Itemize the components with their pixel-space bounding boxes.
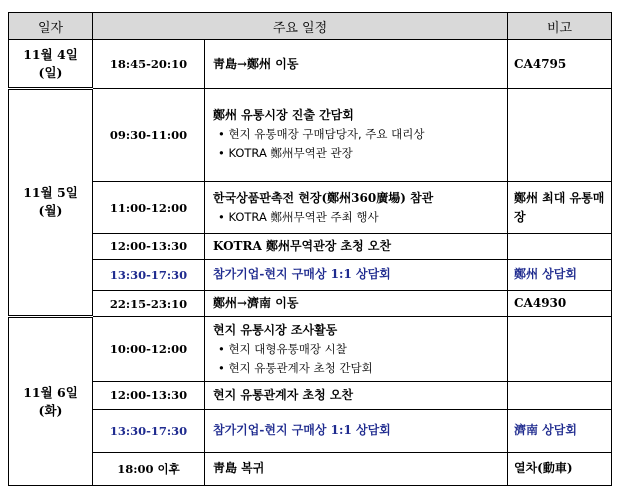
schedule-title: 현지 유통시장 조사활동	[213, 322, 338, 337]
date-label: 11월 4일	[23, 46, 78, 62]
table-row	[9, 234, 612, 259]
table-row	[9, 410, 612, 452]
header-note: 비고	[508, 13, 612, 40]
schedule-title: 鄭州→濟南 이동	[213, 296, 299, 311]
schedule-cell	[205, 452, 508, 485]
schedule-table	[8, 12, 612, 486]
time-cell: 18:00 이후	[93, 452, 205, 485]
time-cell: 12:00-13:30	[93, 381, 205, 409]
weekday-label: (일)	[38, 64, 63, 80]
table-row	[9, 317, 612, 382]
table-row	[9, 290, 612, 316]
note-cell: 鄭州 상담회	[508, 259, 612, 290]
header-date: 일자	[9, 13, 93, 40]
note-cell	[508, 317, 612, 382]
schedule-title: 鄭州 유통시장 진출 간담회	[213, 108, 354, 123]
note-cell	[508, 88, 612, 181]
schedule-cell	[205, 234, 508, 259]
table-row	[9, 452, 612, 485]
note-cell: 열차(動車)	[508, 452, 612, 485]
schedule-title: 참가기업-현지 구매상 1:1 상담회	[213, 267, 391, 282]
header-schedule: 주요 일정	[93, 13, 508, 40]
time-cell: 13:30-17:30	[93, 410, 205, 452]
schedule-detail: • 현지 대형유통매장 시찰	[218, 341, 347, 356]
table-row	[9, 181, 612, 234]
schedule-cell	[205, 181, 508, 234]
time-cell: 12:00-13:30	[93, 234, 205, 259]
date-cell	[9, 88, 93, 316]
schedule-cell	[205, 317, 508, 382]
schedule-title: KOTRA 鄭州무역관장 초청 오찬	[213, 238, 392, 253]
schedule-cell	[205, 259, 508, 290]
date-label: 11월 5일	[23, 185, 78, 201]
time-cell: 09:30-11:00	[93, 88, 205, 181]
note-cell	[508, 234, 612, 259]
note-cell	[508, 381, 612, 409]
time-cell: 11:00-12:00	[93, 181, 205, 234]
schedule-detail: • KOTRA 鄭州무역관 관장	[218, 146, 353, 161]
schedule-cell	[205, 410, 508, 452]
date-cell	[9, 40, 93, 89]
time-cell: 18:45-20:10	[93, 40, 205, 89]
table-row	[9, 88, 612, 181]
schedule-detail: • 현지 유통관계자 초청 간담회	[218, 360, 373, 375]
table-row	[9, 381, 612, 409]
schedule-title: 한국상품판촉전 현장(鄭州360廣場) 참관	[213, 190, 434, 205]
header-row	[9, 13, 612, 40]
note-cell: 鄭州 최대 유통매장	[508, 181, 612, 234]
date-cell	[9, 317, 93, 486]
date-label: 11월 6일	[23, 384, 78, 400]
weekday-label: (화)	[38, 402, 63, 418]
schedule-title: 靑島 복귀	[213, 461, 265, 476]
table-row	[9, 259, 612, 290]
schedule-title: 참가기업-현지 구매상 1:1 상담회	[213, 423, 391, 438]
table-row	[9, 40, 612, 89]
schedule-detail: • 현지 유통매장 구매담당자, 주요 대리상	[218, 127, 425, 142]
time-cell: 22:15-23:10	[93, 290, 205, 316]
note-cell: 濟南 상담회	[508, 410, 612, 452]
time-cell: 13:30-17:30	[93, 259, 205, 290]
weekday-label: (월)	[38, 203, 63, 219]
schedule-detail: • KOTRA 鄭州무역관 주최 행사	[218, 209, 379, 224]
note-cell: CA4930	[508, 290, 612, 316]
schedule-title: 현지 유통관계자 초청 오찬	[213, 387, 354, 402]
time-cell: 10:00-12:00	[93, 317, 205, 382]
schedule-cell	[205, 40, 508, 89]
schedule-cell	[205, 290, 508, 316]
schedule-body	[9, 40, 612, 486]
schedule-title: 靑島→鄭州 이동	[213, 56, 299, 71]
schedule-cell	[205, 381, 508, 409]
note-cell: CA4795	[508, 40, 612, 89]
schedule-cell	[205, 88, 508, 181]
